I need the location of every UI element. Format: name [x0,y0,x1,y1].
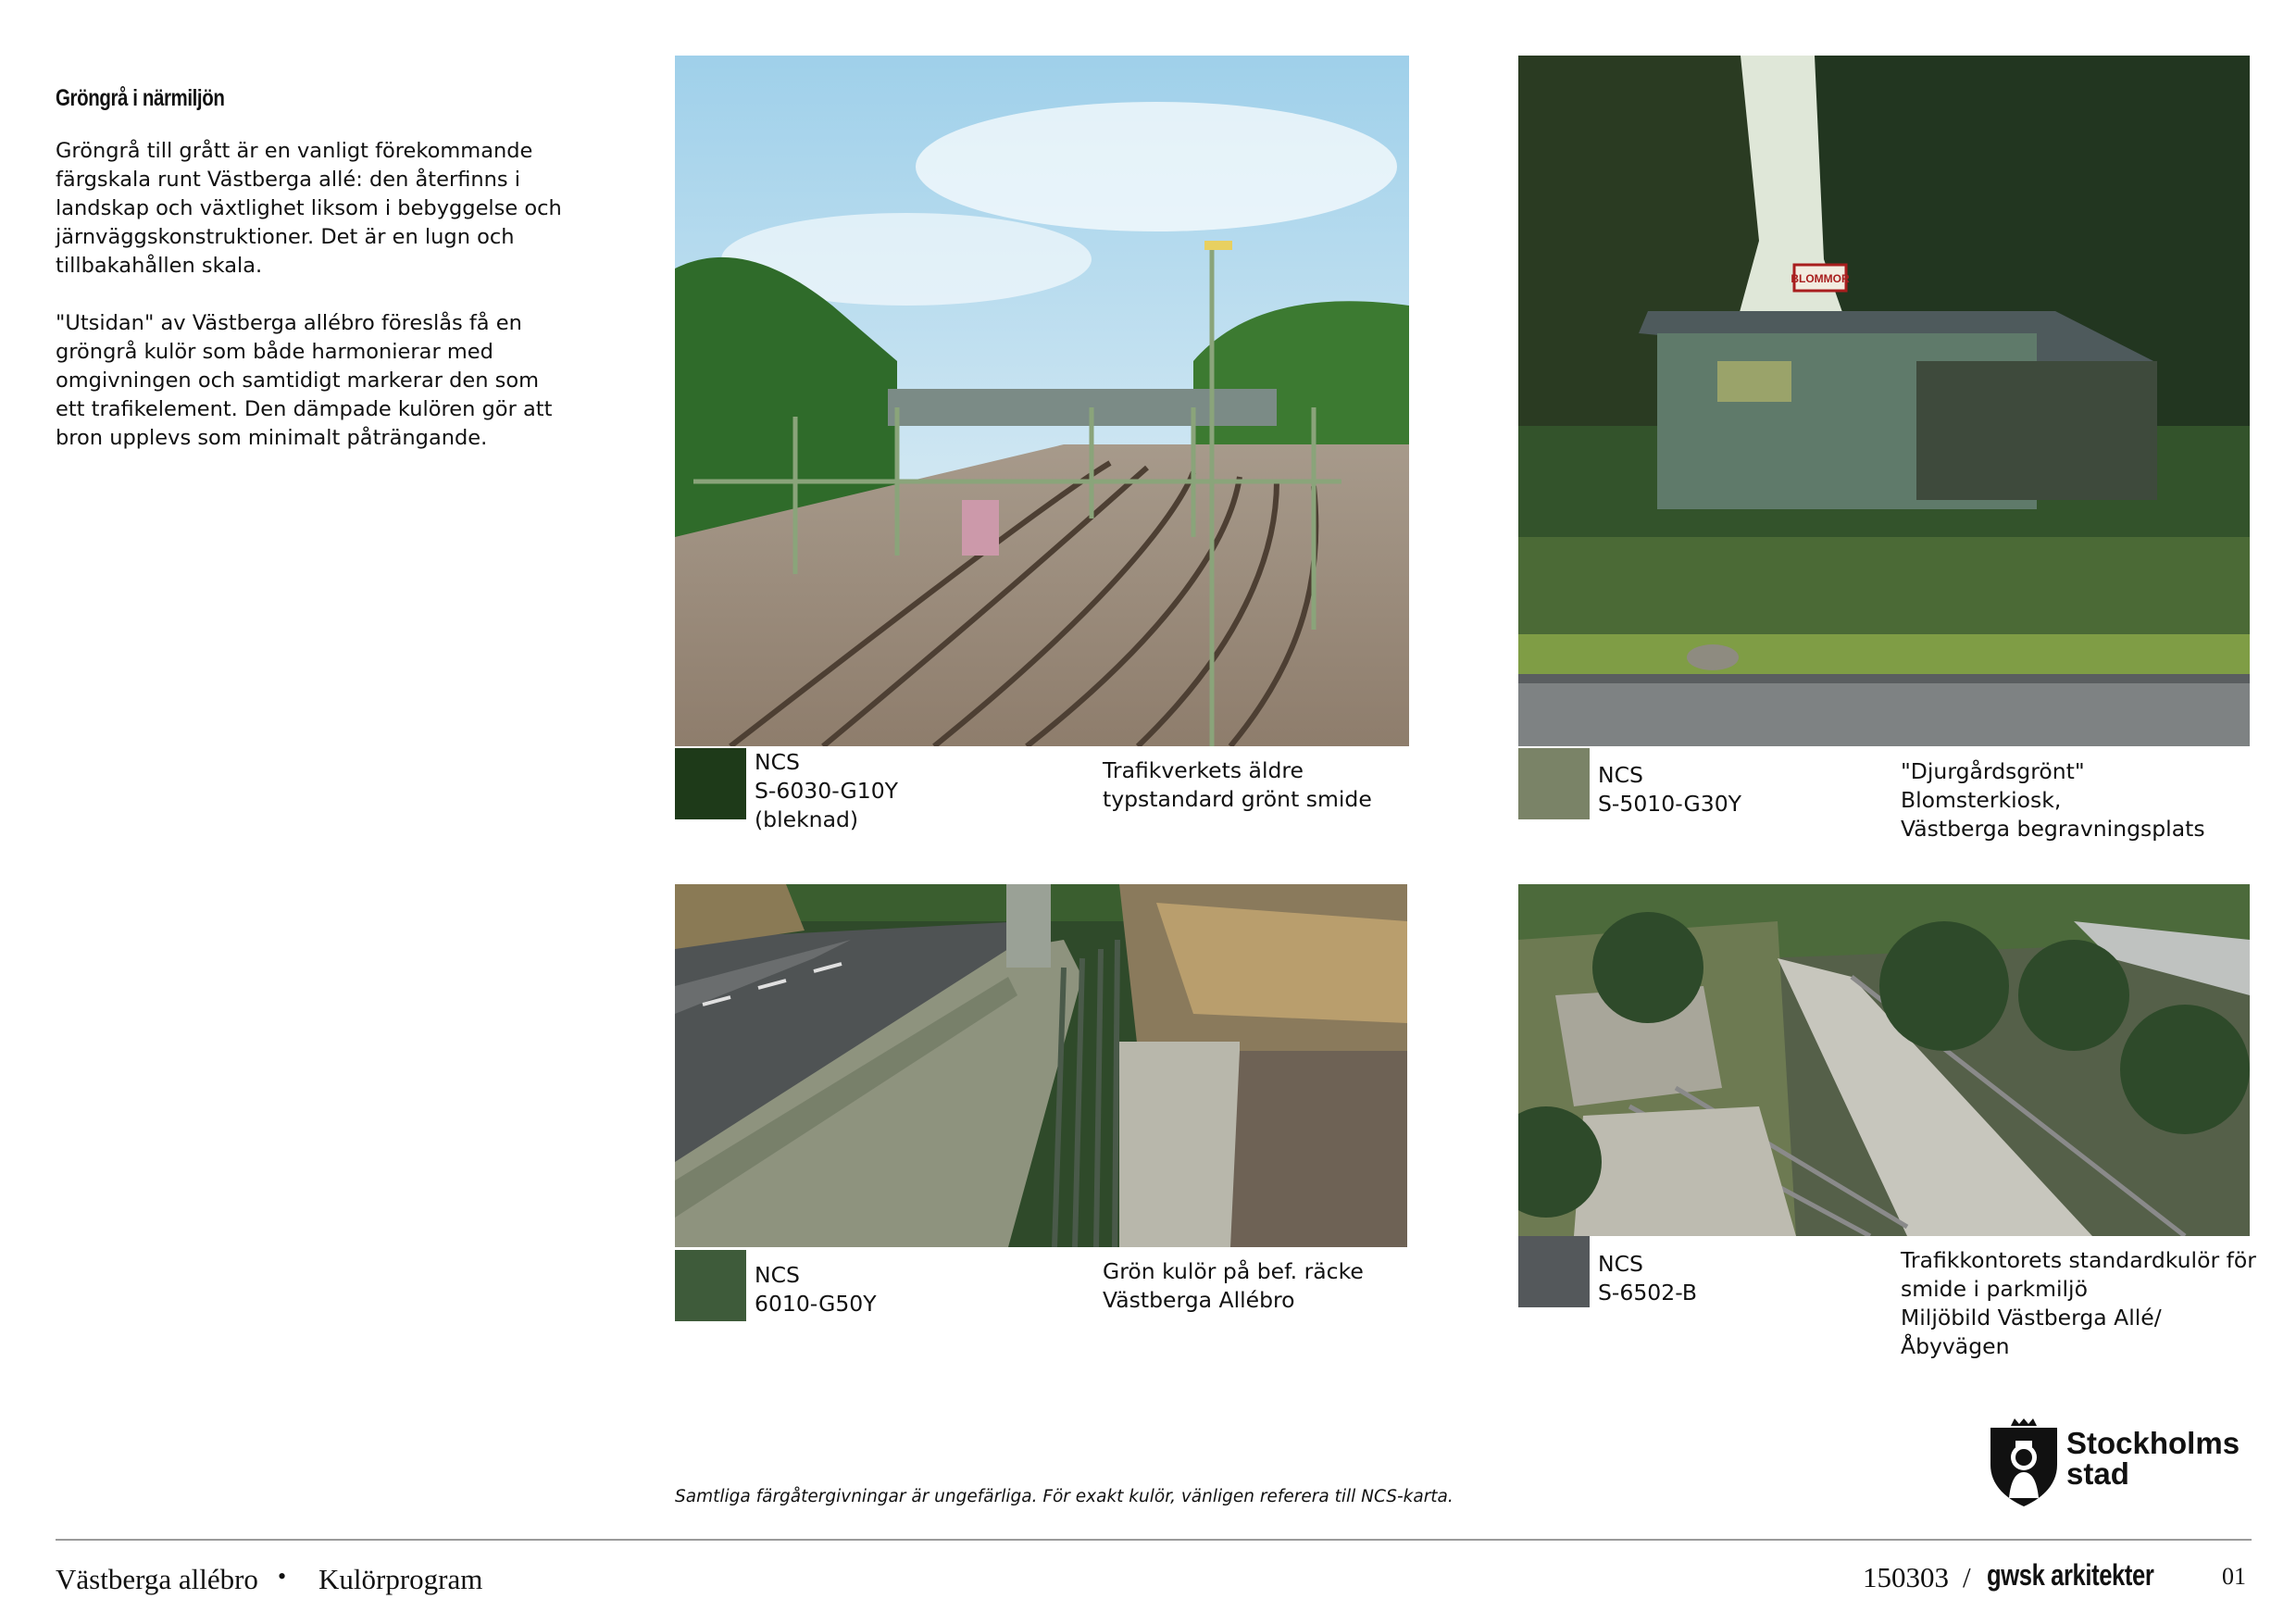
color-swatch-4 [1518,1236,1590,1307]
color-swatch-1 [675,748,746,819]
photo-caption-1: Trafikverkets äldre typstandard grönt smide [1103,757,1372,812]
footer-divider [56,1539,2252,1541]
photo-caption-2: "Djurgårdsgrönt" Blomsterkiosk, Västberga begravningsplats [1901,758,2205,842]
logo-text-line-2: stad [2066,1456,2129,1491]
flower-kiosk-photo [1518,56,2250,746]
intro-paragraph-1: Gröngrå till grått är en vanligt förekommande färgskala runt Västberga allé: den återfinns i landskap och växtlighet liksom i bebyggelse och järnväggskonstruktioner. Det är en lugn och tillbakahållen skala. [56,139,562,278]
intro-paragraph-2: "Utsidan" av Västberga allébro föreslås få en gröngrå kulör som både harmonierar med omgivningen och samtidigt markerar den som ett trafikelement. Den dämpade kulören gör att bron upplevs som minimalt påträngande. [56,311,553,450]
footer-bullet: • [278,1563,287,1590]
section-heading: Gröngrå i närmiljön [56,85,225,111]
page-number: 01 [2222,1563,2246,1590]
color-swatch-2 [1518,748,1590,819]
railway-tracks-photo [675,56,1409,746]
stockholms-stad-logo [1987,1418,2255,1511]
photo-caption-3: Grön kulör på bef. räcke Västberga Allébro [1103,1258,1364,1313]
park-path-photo [1518,884,2250,1236]
footer-document-title: Kulörprogram [318,1563,483,1595]
footer-project-name: Västberga allébro [56,1563,258,1595]
ncs-code-1: NCS S-6030-G10Y (bleknad) [755,749,899,832]
ncs-code-4: NCS S-6502-B [1598,1251,1697,1305]
ncs-code-2: NCS S-5010-G30Y [1598,762,1742,817]
footer-firm-name: gwsk arkitekter [1987,1558,2154,1592]
ncs-code-3: NCS 6010-G50Y [755,1262,877,1317]
photo-caption-4: Trafikkontorets standardkulör för smide i parkmiljö Miljöbild Västberga Allé/ Åbyvägen [1901,1247,2256,1359]
bridge-railing-photo [675,884,1407,1247]
footer-date: 150303 [1863,1561,1949,1593]
kiosk-sign-text: BLOMMOR [1791,272,1850,285]
footnote: Samtliga färgåtergivningar är ungefärliga. För exakt kulör, vänligen referera till NCS-karta. [675,1487,1454,1506]
logo-text-line-1: Stockholms [2066,1426,2240,1460]
footer-separator: / [1963,1561,1971,1593]
city-crest-icon [1987,1418,2061,1507]
color-swatch-3 [675,1250,746,1321]
